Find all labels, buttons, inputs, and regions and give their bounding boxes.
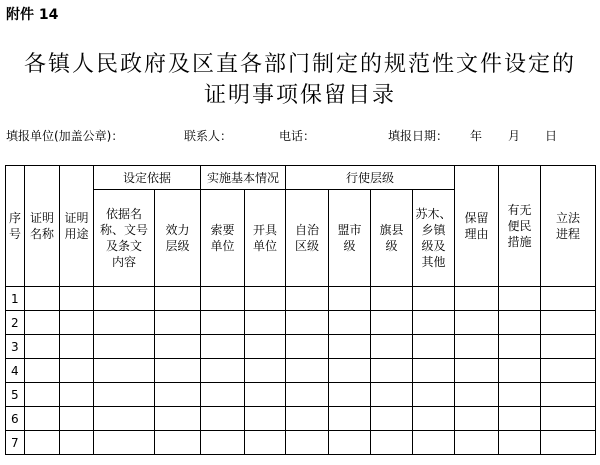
table-cell (329, 287, 371, 311)
table-cell (60, 311, 94, 335)
col-issue-unit-header: 开具 单位 (245, 190, 286, 287)
table-cell (499, 335, 541, 359)
table-cell (499, 383, 541, 407)
day-label: 日 (545, 129, 558, 143)
group-exercise-level-header: 行使层级 (286, 166, 455, 190)
table-cell (455, 431, 499, 455)
table-cell (201, 311, 245, 335)
table-cell (60, 383, 94, 407)
table-cell (155, 359, 201, 383)
table-cell (201, 407, 245, 431)
table-cell (541, 335, 596, 359)
table-cell (455, 287, 499, 311)
table-cell (245, 407, 286, 431)
table-cell (94, 407, 155, 431)
col-cert-use-header: 证明 用途 (60, 166, 94, 287)
table-cell (286, 407, 329, 431)
table-cell (155, 287, 201, 311)
table-cell (499, 287, 541, 311)
table-cell (499, 407, 541, 431)
table-cell (201, 359, 245, 383)
table-cell (245, 383, 286, 407)
table-cell (201, 383, 245, 407)
table-cell (155, 311, 201, 335)
row-number: 1 (6, 287, 25, 311)
table-row (6, 311, 596, 335)
table-cell (94, 383, 155, 407)
table-cell (201, 335, 245, 359)
row-number: 4 (6, 359, 25, 383)
table-cell (455, 335, 499, 359)
table-cell (60, 431, 94, 455)
table-cell (201, 287, 245, 311)
table-cell (371, 383, 413, 407)
table-cell (413, 311, 455, 335)
table-cell (286, 311, 329, 335)
table-cell (25, 335, 60, 359)
table-cell (245, 431, 286, 455)
table-cell (413, 383, 455, 407)
table-cell (371, 287, 413, 311)
table-cell (94, 287, 155, 311)
col-convenience-header: 有无 便民 措施 (499, 166, 541, 287)
fill-date-label: 填报日期： (388, 129, 449, 143)
col-league-city-header: 盟市 级 (329, 190, 371, 287)
document-title-line-1: 各镇人民政府及区直各部门制定的规范性文件设定的 (23, 52, 576, 77)
table-cell (60, 407, 94, 431)
col-banner-county-header: 旗县 级 (371, 190, 413, 287)
table-cell (155, 431, 201, 455)
table-cell (541, 383, 596, 407)
table-cell (25, 287, 60, 311)
table-cell (499, 359, 541, 383)
table-cell (94, 335, 155, 359)
table-cell (60, 287, 94, 311)
table-cell (413, 287, 455, 311)
phone-label: 电话： (279, 129, 316, 143)
table-cell (25, 311, 60, 335)
table-cell (371, 407, 413, 431)
contact-label: 联系人： (184, 129, 233, 143)
table-cell (60, 359, 94, 383)
attachment-label: 附件 14 (6, 7, 59, 23)
table-cell (245, 287, 286, 311)
table-cell (371, 359, 413, 383)
document-title-line-2: 证明事项保留目录 (203, 83, 396, 108)
col-legislative-progress-header: 立法 进程 (541, 166, 596, 287)
table-cell (499, 311, 541, 335)
group-header-row (6, 166, 596, 190)
table-cell (329, 311, 371, 335)
row-number: 2 (6, 311, 25, 335)
table-cell (329, 407, 371, 431)
table-row (6, 359, 596, 383)
col-seq-header: 序 号 (6, 166, 25, 287)
table-cell (371, 431, 413, 455)
table-row (6, 431, 596, 455)
col-effect-level-header: 效力 层级 (155, 190, 201, 287)
table-cell (201, 431, 245, 455)
table-cell (541, 311, 596, 335)
table-cell (286, 359, 329, 383)
table-cell (25, 431, 60, 455)
table-cell (155, 335, 201, 359)
certificate-table (5, 165, 596, 455)
table-cell (541, 431, 596, 455)
col-autonomous-region-header: 自治 区级 (286, 190, 329, 287)
table-row (6, 407, 596, 431)
table-cell (94, 359, 155, 383)
fill-unit-label: 填报单位(加盖公章)： (6, 129, 124, 143)
table-cell (155, 383, 201, 407)
row-number: 7 (6, 431, 25, 455)
table-cell (413, 407, 455, 431)
table-cell (245, 359, 286, 383)
table-cell (286, 431, 329, 455)
table-cell (25, 383, 60, 407)
col-basis-name-header: 依据名 称、文号 及条文 内容 (94, 190, 155, 287)
table-row (6, 287, 596, 311)
table-row (6, 335, 596, 359)
table-cell (60, 335, 94, 359)
table-cell (286, 383, 329, 407)
table-cell (455, 311, 499, 335)
row-number: 6 (6, 407, 25, 431)
row-number: 3 (6, 335, 25, 359)
row-number: 5 (6, 383, 25, 407)
table-cell (541, 407, 596, 431)
group-implementation-header: 实施基本情况 (201, 166, 286, 190)
month-label: 月 (508, 129, 521, 143)
table-cell (455, 383, 499, 407)
table-cell (245, 311, 286, 335)
table-cell (329, 335, 371, 359)
col-retain-reason-header: 保留 理由 (455, 166, 499, 287)
group-basis-header: 设定依据 (94, 166, 201, 190)
table-cell (286, 335, 329, 359)
table-cell (25, 407, 60, 431)
table-cell (371, 311, 413, 335)
table-cell (329, 359, 371, 383)
col-cert-name-header: 证明 名称 (25, 166, 60, 287)
table-cell (455, 407, 499, 431)
table-cell (94, 311, 155, 335)
table-cell (329, 431, 371, 455)
table-row (6, 383, 596, 407)
table-cell (329, 383, 371, 407)
table-cell (455, 359, 499, 383)
table-cell (541, 287, 596, 311)
table-cell (541, 359, 596, 383)
table-cell (94, 431, 155, 455)
col-town-level-header: 苏木、 乡镇 级及 其他 (413, 190, 455, 287)
table-cell (413, 431, 455, 455)
table-cell (413, 335, 455, 359)
year-label: 年 (470, 129, 483, 143)
table-cell (286, 287, 329, 311)
table-cell (155, 407, 201, 431)
col-request-unit-header: 索要 单位 (201, 190, 245, 287)
table-cell (413, 359, 455, 383)
table-cell (371, 335, 413, 359)
table-cell (25, 359, 60, 383)
table-cell (499, 431, 541, 455)
table-cell (245, 335, 286, 359)
